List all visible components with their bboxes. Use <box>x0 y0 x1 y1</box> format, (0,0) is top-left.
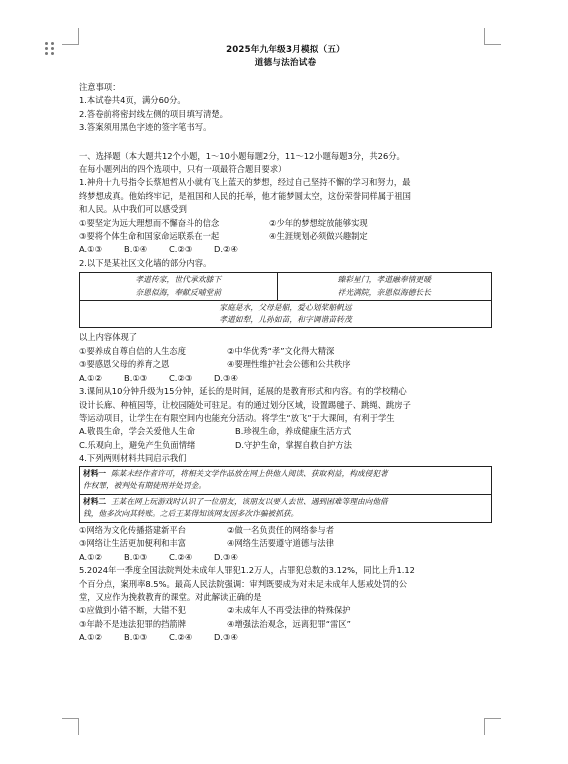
statement-row <box>79 217 492 230</box>
answer-choices <box>79 372 492 385</box>
material-text: 王某在网上玩游戏时认识了一位朋友，该朋友以要人去世、遇到困难等理由向他借 <box>110 496 388 506</box>
option-d: D.守护生命，掌握自救自护方法 <box>235 439 352 450</box>
choice-b: B.①③ <box>124 632 148 643</box>
statement-option: ③年龄不是违法犯罪的挡箭牌 <box>79 618 187 629</box>
question-stem: 等运动项目，让学生在有限空间内也能充分活动。将学生“放飞”于大课间，有利于学生 <box>79 412 395 423</box>
option-row <box>79 425 492 438</box>
statement-option: ②做一名负责任的网络参与者 <box>227 524 335 535</box>
answer-choices <box>79 243 492 256</box>
exam-subject: 道德与法治试卷 <box>254 57 317 68</box>
material-label: 材料一 <box>83 468 107 478</box>
statement-option: ①要坚定为远大理想而不懈奋斗的信念 <box>79 217 220 228</box>
notes-block <box>79 81 492 135</box>
couplet-line: 臻彩星门，孝道融奉情更暖 <box>337 275 432 285</box>
choice-c: C.②③ <box>169 244 193 255</box>
question-3 <box>79 385 492 452</box>
culture-wall-table <box>79 272 492 328</box>
material-box-2 <box>79 495 492 523</box>
question-stem: 5.2024年一季度全国法院判处未成年人罪犯1.2万人，占罪犯总数的3.12%，同比上升1.12 <box>79 565 415 576</box>
choice-d: D.③④ <box>214 372 238 383</box>
couplet-line: 奈恩似海，奉献反哺堂前 <box>135 287 222 297</box>
statement-row <box>79 230 492 243</box>
option-a: A.敬畏生命，学会关爱他人生命 <box>79 426 196 437</box>
crop-mark-bottom-left <box>62 718 79 735</box>
choice-d: D.③④ <box>214 632 238 643</box>
choice-c: C.②③ <box>169 372 193 383</box>
couplet-line: 家庭是水，父母是船，爱心划桨船帆远 <box>219 302 352 312</box>
exam-title: 2025年九年级3月模拟（五） <box>226 45 345 55</box>
question-stem: 和人民。从中我们可以感受到 <box>79 204 187 215</box>
material-text: 钱，他多次向其转账。之后王某得知该网友因多次诈骗被抓获。 <box>83 509 299 519</box>
choice-a: A.①③ <box>79 244 103 255</box>
note-item: 3.答案须用黑色字迹的签字笔书写。 <box>79 122 212 133</box>
choice-d: D.②④ <box>214 244 238 255</box>
choice-b: B.①③ <box>124 551 148 562</box>
question-stem: 终梦想成真。他始终牢记，是祖国和人民的托举，他才能梦圆太空，这份荣誉同样属于祖国 <box>79 190 411 201</box>
crop-mark-top-left <box>62 28 79 45</box>
notes-heading: 注意事项： <box>79 82 121 92</box>
choice-b: B.①④ <box>124 244 148 255</box>
material-box-1 <box>79 466 492 495</box>
question-stem: 1.神舟十九号指令长蔡旭哲从小就有飞上蓝天的梦想，经过自己坚持不懈的学习和努力，最 <box>79 177 411 188</box>
option-row <box>79 439 492 452</box>
answer-choices <box>79 631 492 644</box>
couplet-line: 祥光满院，亲恩似海德长长 <box>337 287 432 297</box>
note-item: 1.本试卷共4页，满分60分。 <box>79 95 186 106</box>
choice-a: A.①② <box>79 632 103 643</box>
option-b: B.珍视生命，养成健康生活方式 <box>235 426 352 437</box>
note-item: 2.答卷前将密封线左侧的项目填写清楚。 <box>79 108 228 119</box>
question-1 <box>79 176 492 256</box>
exam-page <box>79 44 492 645</box>
statement-row <box>79 604 492 617</box>
couplet-line: 孝道传家，世代承欢膝下 <box>135 275 222 285</box>
question-prompt: 以上内容体现了 <box>79 332 138 343</box>
statement-option: ④生涯规划必须做兴趣制定 <box>269 231 368 242</box>
statement-option: ④增强法治观念，远离犯罪“雷区” <box>227 618 351 629</box>
question-4 <box>79 452 492 564</box>
question-stem: 堂，又应作为挽救教育的课堂。对此解读正确的是 <box>79 591 262 602</box>
question-2 <box>79 257 492 385</box>
option-c: C.乐观向上，避免产生负面情绪 <box>79 439 196 450</box>
table-cell <box>277 273 491 301</box>
table-cell <box>80 300 492 328</box>
table-cell <box>80 273 278 301</box>
statement-row <box>79 345 492 358</box>
choice-b: B.①③ <box>124 372 148 383</box>
question-stem: 设计长廊、种植园等，让校园随处可驻足。有的通过划分区域，设置踢毽子、跳绳、跳房子 <box>79 399 411 410</box>
question-stem: 个百分点，案刑率8.5%。最高人民法院强调：审判既要成为对未足未成年人惩戒处罚的公 <box>79 578 408 589</box>
statement-option: ①应做到小错不断，大错不犯 <box>79 605 187 616</box>
material-label: 材料二 <box>83 496 107 506</box>
choice-c: C.②④ <box>169 551 193 562</box>
statement-option: ②中华优秀“孝”文化得大精深 <box>227 345 335 356</box>
question-stem: 3.课间从10分钟升级为15分钟，延长的是时间，延展的是教育形式和内容。有的学校精心 <box>79 386 407 397</box>
choice-d: D.③④ <box>214 551 238 562</box>
statement-row <box>79 524 492 537</box>
section-heading: 一、选择题（本大题共12个小题，1～10小题每题2分，11～12小题每题3分，共26分。 <box>79 150 405 161</box>
crop-mark-bottom-right <box>484 718 501 735</box>
material-text: 作权罪，被判处有期徒刑并处罚金。 <box>83 481 207 491</box>
statement-option: ③网络让生活更加便利和丰富 <box>79 538 187 549</box>
choice-a: A.①② <box>79 551 103 562</box>
statement-option: ②未成年人不再受法律的特殊保护 <box>227 605 351 616</box>
statement-row <box>79 358 492 371</box>
question-5 <box>79 564 492 644</box>
statement-option: ③要将个体生命和国家命运联系在一起 <box>79 231 220 242</box>
statement-option: ④要理性维护社会公德和公共秩序 <box>227 359 351 370</box>
statement-row <box>79 618 492 631</box>
statement-option: ①要养成自尊自信的人生态度 <box>79 345 187 356</box>
couplet-line: 孝道如犁，儿孙如苗，和字调谐苗转茂 <box>219 315 352 325</box>
statement-option: ②少年的梦想绽放能够实现 <box>269 217 368 228</box>
section-heading-cont: 在每小题列出的四个选项中，只有一项最符合题目要求） <box>79 164 287 175</box>
question-stem: 4.下列两则材料共同启示我们 <box>79 453 187 464</box>
statement-option: ①网络为文化传播搭建新平台 <box>79 524 187 535</box>
material-text: 陈某未经作者许可，将相关文学作品放在网上供他人阅读、获取利益，构成侵犯著 <box>110 468 388 478</box>
question-stem: 2.以下是某社区文化墙的部分内容。 <box>79 257 212 268</box>
choice-c: C.②④ <box>169 632 193 643</box>
crop-mark-top-right <box>484 28 501 45</box>
statement-row <box>79 537 492 550</box>
choice-a: A.①② <box>79 372 103 383</box>
statement-option: ④网络生活要遵守道德与法律 <box>227 538 335 549</box>
drag-handle-icon[interactable] <box>45 42 57 56</box>
statement-option: ③要感恩父母的养育之恩 <box>79 359 170 370</box>
answer-choices <box>79 551 492 564</box>
